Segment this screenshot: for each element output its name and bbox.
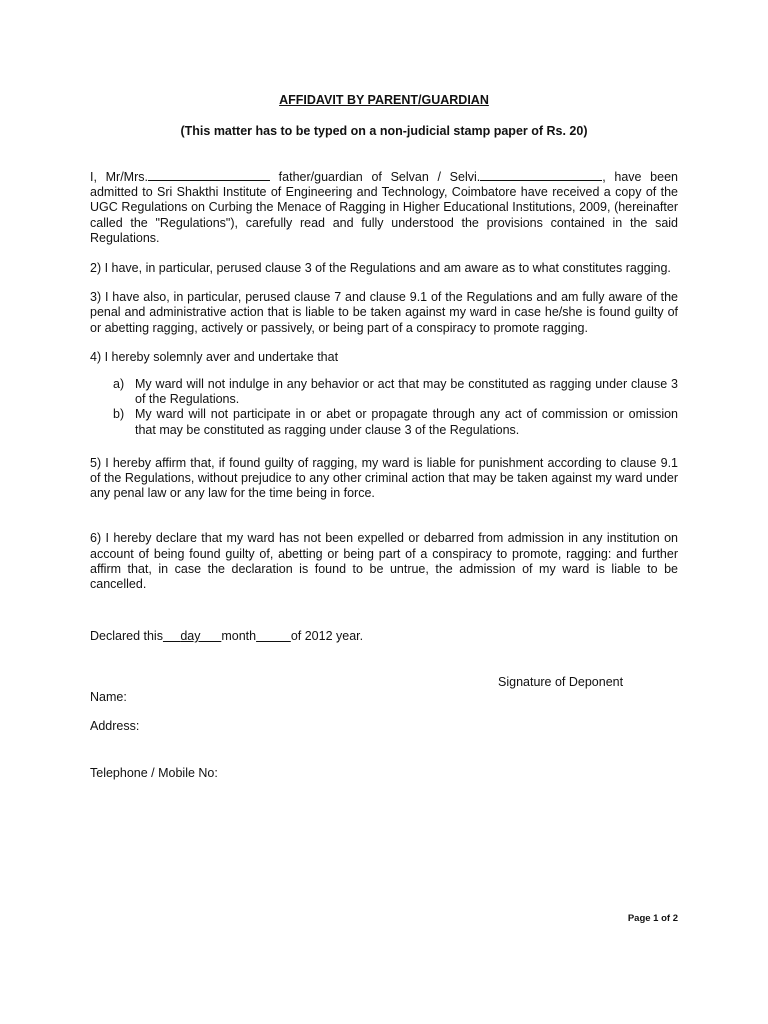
declared-day bbox=[163, 629, 221, 643]
para1-part-c: , have been admitted to Sri Shakthi Institute of Engineering and Technology, Coimbatore have received a copy of the UGC Regulations on Curbing the Menace of Ragging in Higher Educational Institutions, 2009, (hereinafter called the "Regulations"), carefully read and fully understood the provisions contained in the said Regulations. bbox=[90, 170, 678, 245]
list-item bbox=[90, 407, 678, 437]
document-title: AFFIDAVIT BY PARENT/GUARDIAN bbox=[279, 93, 489, 107]
paragraph-1 bbox=[90, 168, 678, 246]
undertaking-list bbox=[90, 377, 678, 438]
list-item-text: My ward will not indulge in any behavior or act that may be constituted as ragging under clause 3 of the Regulations. bbox=[135, 377, 678, 407]
para1-part-b: father/guardian of Selvan / Selvi. bbox=[269, 170, 481, 184]
declared-prefix: Declared this bbox=[90, 629, 163, 643]
parent-name-blank bbox=[148, 168, 270, 181]
list-marker: a) bbox=[113, 377, 125, 392]
paragraph-4: 4) I hereby solemnly aver and undertake that bbox=[90, 349, 339, 364]
paragraph-6: 6) I hereby declare that my ward has not been expelled or debarred from admission in any institution on account of being found guilty of, abetting or being part of a conspiracy to promote, ragging: and further affirm that, in case the declaration is found to be untrue, the admission of my ward is liable to be cancelled. bbox=[90, 531, 678, 592]
document-body bbox=[90, 168, 678, 606]
declaration-line bbox=[90, 629, 363, 643]
page-number: Page 1 of 2 bbox=[627, 913, 678, 924]
declared-day-label: day bbox=[180, 629, 201, 643]
name-field-label: Name: bbox=[90, 690, 127, 704]
list-item bbox=[90, 377, 678, 407]
affidavit-page bbox=[90, 0, 678, 1024]
document-subtitle: (This matter has to be typed on a non-judicial stamp paper of Rs. 20) bbox=[180, 124, 588, 138]
address-field-label: Address: bbox=[90, 719, 140, 733]
paragraph-5: 5) I hereby affirm that, if found guilty of ragging, my ward is liable for punishment according to clause 9.1 of the Regulations, without prejudice to any other criminal action that may be taken against my ward under any penal law or any law for the time being in force. bbox=[90, 455, 678, 501]
paragraph-3: 3) I have also, in particular, perused clause 7 and clause 9.1 of the Regulations and am fully aware of the penal and administrative action that is liable to be taken against my ward in case he/she is found guilty of or abetting ragging, actively or passively, or being part of a conspiracy to promote ragging. bbox=[90, 290, 678, 335]
list-item-text: My ward will not participate in or abet or propagate through any act of commission or omission that may be constituted as ragging under clause 3 of the Regulations. bbox=[135, 407, 678, 437]
student-name-blank bbox=[480, 168, 602, 181]
list-marker: b) bbox=[113, 407, 125, 422]
signature-label: Signature of Deponent bbox=[498, 675, 624, 689]
declared-month-label: month bbox=[221, 629, 257, 643]
para1-part-a: I, Mr/Mrs. bbox=[90, 170, 148, 184]
declared-suffix: of 2012 year. bbox=[290, 629, 364, 643]
paragraph-2: 2) I have, in particular, perused clause 3 of the Regulations and am aware as to what constitutes ragging. bbox=[90, 261, 671, 276]
month-blank bbox=[256, 629, 291, 643]
telephone-field-label: Telephone / Mobile No: bbox=[90, 766, 218, 780]
